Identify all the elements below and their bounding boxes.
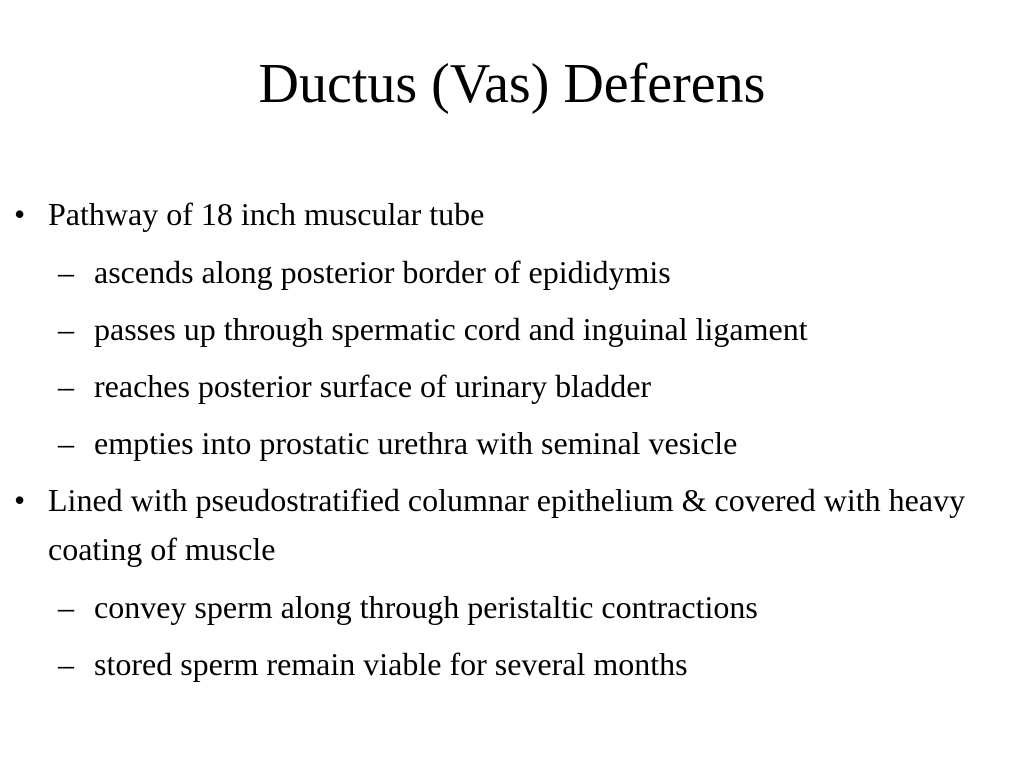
sub-bullet-text: convey sperm along through peristaltic contractions: [94, 589, 758, 625]
sub-bullet-item: [0, 248, 1024, 296]
bullet-text: Pathway of 18 inch muscular tube: [48, 196, 485, 232]
sub-bullet-marker: –: [58, 425, 74, 461]
sub-bullet-item: [0, 640, 1024, 688]
sub-bullet-item: [0, 419, 1024, 467]
sub-bullet-text: ascends along posterior border of epididymis: [94, 254, 671, 290]
sub-bullet-text: passes up through spermatic cord and inguinal ligament: [94, 311, 808, 347]
slide-title: Ductus (Vas) Deferens: [258, 53, 766, 115]
bullet-list: [0, 190, 1024, 697]
sub-bullet-item: [0, 583, 1024, 631]
bullet-marker: •: [14, 482, 26, 518]
sub-bullet-marker: –: [58, 589, 74, 625]
sub-bullet-item: [0, 362, 1024, 410]
bullet-marker: •: [14, 196, 26, 232]
sub-bullet-text: stored sperm remain viable for several months: [94, 646, 688, 682]
sub-bullet-text: empties into prostatic urethra with seminal vesicle: [94, 425, 738, 461]
sub-bullet-marker: –: [58, 646, 74, 682]
sub-bullet-item: [0, 305, 1024, 353]
sub-bullet-text: reaches posterior surface of urinary bladder: [94, 368, 652, 404]
sub-bullet-marker: –: [58, 368, 74, 404]
bullet-item: [0, 190, 1024, 239]
bullet-item: [0, 476, 1024, 574]
sub-bullet-marker: –: [58, 254, 74, 290]
bullet-text: Lined with pseudostratified columnar epithelium & covered with heavy coating of muscle: [48, 482, 966, 567]
sub-bullet-marker: –: [58, 311, 74, 347]
